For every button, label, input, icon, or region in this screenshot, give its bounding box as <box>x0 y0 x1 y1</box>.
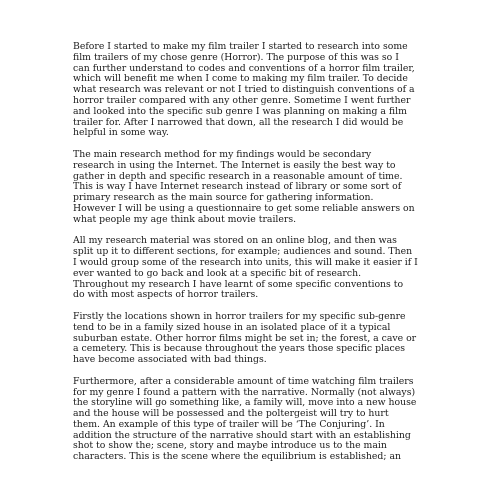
text-line: Throughout my research I have learnt of some specific conventions to <box>73 278 404 290</box>
text-line: characters. This is the scene where the equilibrium is established; an <box>73 451 401 463</box>
text-line: suburban estate. Other horror films might be set in; the forest, a cave or <box>73 332 417 344</box>
text-line: Furthermore, after a considerable amount of time watching film trailers <box>73 375 414 387</box>
text-line: primary research as the main source for gathering information. <box>73 192 374 204</box>
paragraph-2 <box>73 150 475 226</box>
text-line: and looked into the specific sub genre I was planning on making a film <box>73 105 407 117</box>
text-line: trailer for. After I narrowed that down, all the research I did would be <box>73 116 404 128</box>
text-line: However I will be using a questionnaire to get some reliable answers on <box>73 202 415 214</box>
text-line: ever wanted to go back and look at a specific bit of research. <box>73 267 362 279</box>
text-line: research in using the Internet. The Internet is easily the best way to <box>73 159 396 171</box>
text-line: a cemetery. This is because throughout the years those specific places <box>73 343 406 355</box>
paragraph-5 <box>73 377 475 463</box>
text-line: Before I started to make my film trailer I started to research into some <box>73 41 408 52</box>
text-line: helpful in some way. <box>73 127 169 139</box>
text-line: This is way I have Internet research instead of library or some sort of <box>73 181 402 193</box>
text-line: tend to be in a family sized house in an isolated place of it a typical <box>73 321 391 333</box>
text-line: film trailers of my chose genre (Horror). The purpose of this was so I <box>73 51 399 63</box>
text-line: shot to show the; scene, story and maybe introduce us to the main <box>73 440 387 452</box>
text-line: can further understand to codes and conventions of a horror film trailer, <box>73 62 415 74</box>
text-line: what people my age think about movie trailers. <box>73 213 297 225</box>
text-line: I would group some of the research into units, this will make it easier if I <box>73 256 418 268</box>
text-line: Firstly the locations shown in horror trailers for my specific sub-genre <box>73 310 406 322</box>
text-line: have become associated with bad things. <box>73 354 267 366</box>
text-line: addition the structure of the narrative should start with an establishing <box>73 429 411 441</box>
paragraph-1 <box>73 42 475 139</box>
text-line: All my research material was stored on an online blog, and then was <box>73 235 397 247</box>
text-line: for my genre I found a pattern with the narrative. Normally (not always) <box>73 386 416 398</box>
text-line: and the house will be possessed and the poltergeist will try to hurt <box>73 408 389 420</box>
text-line: what research was relevant or not I tried to distinguish conventions of a <box>73 84 415 96</box>
text-line: them. An example of this type of trailer will be ‘The Conjuring’. In <box>73 418 385 430</box>
text-line: gather in depth and specific research in a reasonable amount of time. <box>73 170 403 182</box>
text-line: do with most aspects of horror trailers. <box>73 289 259 301</box>
text-line: The main research method for my findings would be secondary <box>73 148 372 160</box>
text-line: the storyline will go something like, a family will, move into a new house <box>73 397 417 409</box>
document-body <box>73 42 475 463</box>
text-line: horror trailer compared with any other genre. Sometime I went further <box>73 94 411 106</box>
text-line: which will benefit me when I come to making my film trailer. To decide <box>73 73 408 85</box>
paragraph-4 <box>73 312 475 366</box>
paragraph-3 <box>73 236 475 301</box>
text-line: split up it to different sections, for example; audiences and sound. Then <box>73 246 413 258</box>
